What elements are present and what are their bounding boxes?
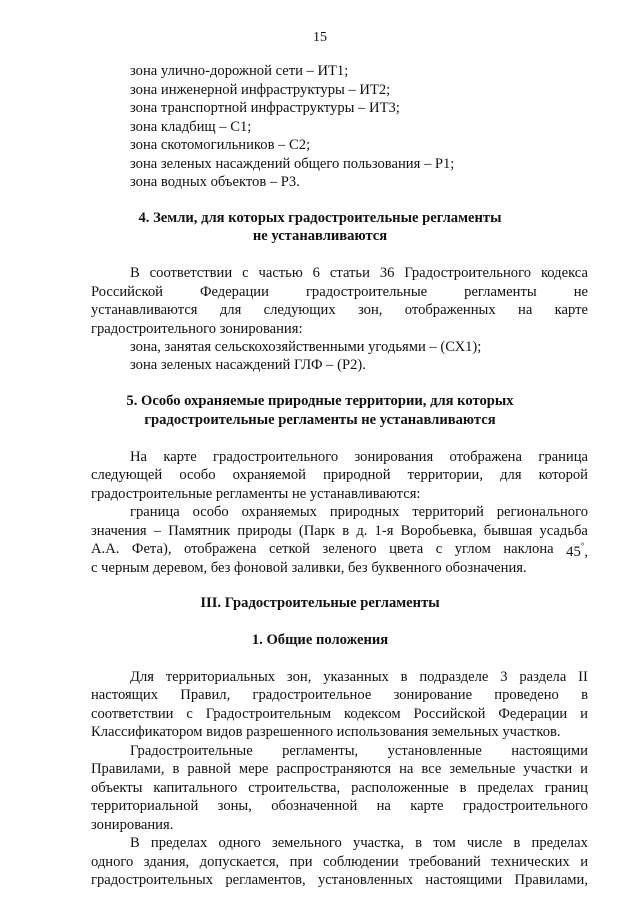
word: частью — [258, 265, 303, 281]
section-5-text-line: градостроительные регламенты не устанавливаются: — [91, 486, 421, 502]
part-3-text-line — [130, 743, 588, 760]
word: 1-я — [374, 523, 394, 539]
word: бывшая — [483, 523, 533, 539]
word: здания, — [143, 854, 190, 870]
word: пределах — [150, 835, 208, 851]
word: особо — [192, 504, 229, 520]
word: На — [130, 449, 148, 465]
section-4-heading: 4. Земли, для которых градостроительные регламенты — [138, 210, 502, 226]
section-4-heading-cont: не устанавливаются — [252, 228, 388, 244]
word: капитального — [153, 780, 238, 796]
word: и — [580, 761, 588, 777]
word: обозначенной — [271, 798, 358, 814]
word: мере — [238, 761, 269, 777]
word: Градостроительным — [205, 706, 332, 722]
word: зонирования — [354, 449, 434, 465]
section-4-list-item: зона, занятая сельскохозяйственными угодьями – (СХ1); — [130, 339, 482, 355]
word: значения — [91, 523, 147, 539]
word: градостроительного — [213, 449, 339, 465]
word: следующих — [263, 302, 336, 318]
word: в — [415, 835, 423, 851]
word: В — [130, 265, 140, 281]
word: территориальных — [165, 669, 276, 685]
word: территорий — [412, 504, 484, 520]
word: соответствии — [149, 265, 233, 281]
word: охраняемой — [232, 467, 306, 483]
word: Федерации — [498, 706, 568, 722]
word: д. — [356, 523, 368, 539]
section-5-text-line: с черным деревом, без фоновой заливки, без буквенного обозначения. — [91, 560, 527, 576]
word: градостроительное — [252, 687, 372, 703]
zone-list-item: зона водных объектов – Р3. — [130, 174, 300, 190]
zone-list-item: зона улично-дорожной сети – ИТ1; — [130, 63, 349, 79]
word: для — [500, 467, 522, 483]
word: 3 — [500, 669, 508, 685]
word: строительства, — [248, 780, 341, 796]
section-4-text-line: градостроительного зонирования: — [91, 321, 303, 337]
word: настоящими — [511, 743, 588, 759]
word: установленные — [387, 743, 482, 759]
word: статьи — [329, 265, 370, 281]
section-4-text-line — [130, 265, 588, 282]
word: настоящими — [425, 872, 503, 888]
word: на — [399, 761, 414, 777]
word: распространяются — [276, 761, 392, 777]
part-3-text-line — [91, 687, 588, 704]
word: карте — [163, 449, 197, 465]
word: карте — [410, 798, 444, 814]
part-3-text-line — [91, 706, 588, 723]
word: том — [433, 835, 456, 851]
word: – — [153, 523, 162, 539]
section-5-text-line — [91, 523, 588, 540]
word: границ — [544, 780, 588, 796]
part-3-text-line — [130, 669, 588, 686]
word: равной — [187, 761, 231, 777]
section-5-heading: 5. Особо охраняемые природные территории, для которых — [126, 393, 514, 409]
word: природы — [237, 523, 292, 539]
word: в — [342, 523, 350, 539]
word: в — [400, 669, 408, 685]
word: В — [130, 835, 140, 851]
word: особо — [179, 467, 216, 483]
word: регламентов, — [225, 872, 306, 888]
section-5-text-line — [130, 504, 588, 521]
word: отображена — [449, 449, 522, 465]
zone-list-item: зона скотомогильников – С2; — [130, 137, 311, 153]
word: сеткой — [269, 541, 310, 557]
word: следующей — [91, 467, 163, 483]
word: Градостроительного — [404, 265, 531, 281]
word: Федерации — [199, 284, 269, 300]
part-3-text-line: зонирования. — [91, 817, 174, 833]
word: регионального — [496, 504, 588, 520]
word: одного — [218, 835, 261, 851]
word: регламенты, — [282, 743, 359, 759]
word: установленных — [317, 872, 414, 888]
section-4-text-line — [91, 284, 588, 301]
word: при — [289, 854, 313, 870]
word: углом — [454, 541, 491, 557]
part-3-text-line: Классификатором видов разрешенного использования земельных участков. — [91, 724, 561, 740]
word: одного — [91, 854, 134, 870]
word: Правилами, — [91, 761, 165, 777]
word: с — [242, 265, 249, 281]
word: Правил, — [180, 687, 231, 703]
word: на — [376, 798, 391, 814]
word: цвета — [389, 541, 424, 557]
word: карте — [554, 302, 588, 318]
word: Воробьевка, — [400, 523, 477, 539]
word: охраняемых — [241, 504, 317, 520]
word: градостроительные — [305, 284, 428, 300]
word: в — [459, 780, 467, 796]
word: отображена — [184, 541, 257, 557]
page-number: 15 — [313, 30, 327, 45]
word: в — [513, 835, 521, 851]
word: на — [518, 302, 533, 318]
word: и — [580, 854, 588, 870]
word: Правилами, — [514, 872, 588, 888]
word: территориальной — [91, 798, 199, 814]
word: зонирование — [393, 687, 473, 703]
word: Российской — [91, 284, 163, 300]
section-5-text-line — [130, 449, 588, 466]
word: усадьба — [539, 523, 588, 539]
word: указанных — [323, 669, 389, 685]
section-4-list-item: зона зеленых насаждений ГЛФ – (Р2). — [130, 357, 366, 373]
word: в — [581, 687, 588, 703]
word: соблюдении — [323, 854, 399, 870]
word: участка, — [353, 835, 404, 851]
word: земельного — [271, 835, 342, 851]
angle-value: 45°, — [566, 541, 588, 560]
word: А.А. — [91, 541, 120, 557]
word: градостроительного — [462, 798, 588, 814]
part-3-text-line — [130, 835, 588, 852]
section-5-text-line — [91, 541, 588, 561]
word: настоящих — [91, 687, 159, 703]
word: допускается, — [199, 854, 280, 870]
word: природных — [329, 504, 400, 520]
word: для — [219, 302, 242, 318]
section-4-text-line — [91, 302, 588, 319]
word: зоны, — [217, 798, 252, 814]
word: граница — [538, 449, 588, 465]
part-3-text-line — [91, 761, 588, 778]
word: участки — [523, 761, 573, 777]
section-5-heading-cont: градостроительные регламенты не устанавливаются — [144, 412, 496, 428]
word: зеленого — [322, 541, 377, 557]
word: с — [435, 541, 443, 557]
word: зон, — [358, 302, 383, 318]
zone-list-item: зона зеленых насаждений общего пользования – Р1; — [130, 156, 455, 172]
section-5-text-line — [91, 467, 588, 484]
word: пределах — [477, 780, 534, 796]
word: и — [580, 706, 588, 722]
word: территории, — [407, 467, 483, 483]
word: 36 — [379, 265, 395, 281]
word: Градостроительные — [130, 743, 253, 759]
part-3-text-line — [91, 854, 588, 871]
word: Российской — [413, 706, 486, 722]
word: II — [578, 669, 588, 685]
word: (Парк — [298, 523, 336, 539]
word: 6 — [312, 265, 320, 281]
word: Для — [130, 669, 154, 685]
general-provisions-heading: 1. Общие положения — [251, 632, 389, 648]
part-3-text-line — [91, 872, 588, 889]
word: числе — [466, 835, 503, 851]
word: пределах — [531, 835, 588, 851]
word: в — [172, 761, 180, 777]
zone-list-item: зона инженерной инфраструктуры – ИТ2; — [130, 82, 391, 98]
zone-list-item: зона транспортной инфраструктуры – ИТ3; — [130, 100, 400, 116]
word: требований — [409, 854, 481, 870]
word: отображенных — [404, 302, 496, 318]
word: градостроительных — [91, 872, 213, 888]
word: расположенные — [351, 780, 449, 796]
zone-list-item: зона кладбищ – С1; — [130, 119, 252, 135]
word: не — [573, 284, 588, 300]
word: соответствии — [91, 706, 174, 722]
word: зон, — [286, 669, 312, 685]
part-3-text-line — [91, 780, 588, 797]
word: наклона — [503, 541, 554, 557]
word: Памятник — [168, 523, 231, 539]
word: природной — [323, 467, 391, 483]
word: которой — [538, 467, 588, 483]
word: регламенты — [464, 284, 537, 300]
word: кодекса — [540, 265, 588, 281]
word: все — [421, 761, 442, 777]
word: проведено — [494, 687, 559, 703]
part-3-heading: III. Градостроительные регламенты — [200, 595, 440, 611]
word: подразделе — [419, 669, 489, 685]
word: граница — [130, 504, 180, 520]
word: кодексом — [344, 706, 401, 722]
part-3-text-line — [91, 798, 588, 815]
word: устанавливаются — [91, 302, 198, 318]
word: технических — [491, 854, 570, 870]
word: раздела — [519, 669, 567, 685]
word: объекты — [91, 780, 143, 796]
word: Фета), — [131, 541, 172, 557]
word: земельные — [449, 761, 516, 777]
word: с — [186, 706, 193, 722]
